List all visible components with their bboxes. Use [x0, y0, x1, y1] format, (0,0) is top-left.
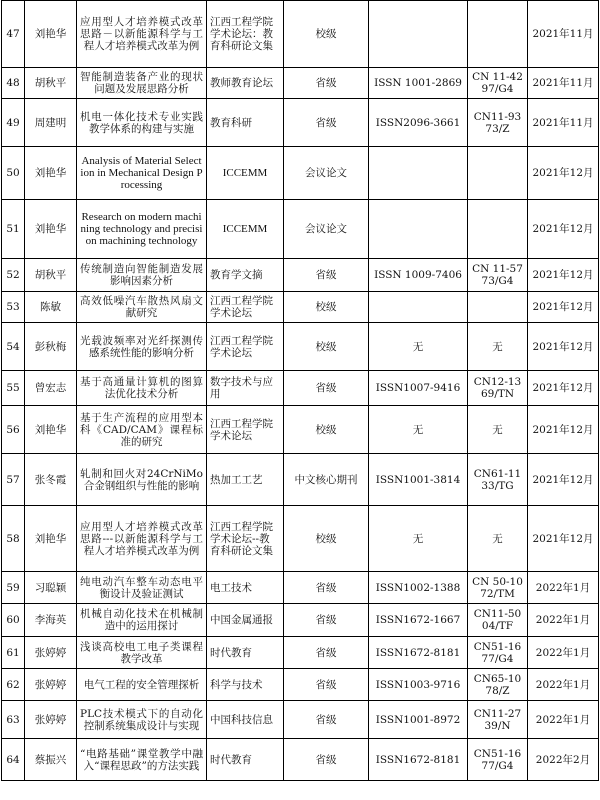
- publish-date: 2022年1月: [528, 701, 599, 739]
- publication-table: [1, 0, 599, 781]
- table-row: [2, 572, 599, 604]
- publish-date: 2021年12月: [528, 200, 599, 259]
- cn-number: CN11-5004/TF: [468, 604, 528, 637]
- author-name: 刘艳华: [25, 506, 77, 572]
- issn-number: [369, 147, 468, 200]
- paper-title: 光载波频率对光纤探测传感系统性能的影响分析: [77, 323, 207, 371]
- cn-number: CN 11-4297/G4: [468, 68, 528, 99]
- issn-number: ISSN 1009-7406: [369, 259, 468, 292]
- journal-name: ICCEMM: [207, 147, 284, 200]
- cn-number: CN61-1133/TG: [468, 454, 528, 506]
- table-row: [2, 739, 599, 781]
- issn-number: [369, 1, 468, 68]
- author-name: 刘艳华: [25, 200, 77, 259]
- journal-name: 数字技术与应用: [207, 371, 284, 406]
- paper-title: 基于高通量计算机的图算法优化技术分析: [77, 371, 207, 406]
- author-name: 刘艳华: [25, 147, 77, 200]
- journal-name: 教育学文摘: [207, 259, 284, 292]
- journal-level: 校级: [284, 323, 369, 371]
- journal-name: 科学与技术: [207, 669, 284, 701]
- author-name: 周建明: [25, 99, 77, 147]
- journal-level: 省级: [284, 637, 369, 669]
- issn-number: ISSN1007-9416: [369, 371, 468, 406]
- paper-title: 应用型人才培养模式改革思路---以新能源科学与工程人才培养模式改革为例: [77, 506, 207, 572]
- row-number: 56: [2, 406, 25, 454]
- row-number: 48: [2, 68, 25, 99]
- journal-level: 省级: [284, 701, 369, 739]
- paper-title: Research on modern machining technology and precision machining technology: [77, 200, 207, 259]
- table-row: [2, 701, 599, 739]
- author-name: 李海英: [25, 604, 77, 637]
- row-number: 49: [2, 99, 25, 147]
- table-row: [2, 200, 599, 259]
- issn-number: 无: [369, 406, 468, 454]
- issn-number: ISSN 1001-2869: [369, 68, 468, 99]
- table-row: [2, 604, 599, 637]
- paper-title: 纯电动汽车整车动态电平衡设计及验证测试: [77, 572, 207, 604]
- issn-number: ISSN1001-3814: [369, 454, 468, 506]
- publish-date: 2022年1月: [528, 572, 599, 604]
- row-number: 57: [2, 454, 25, 506]
- paper-title: 智能制造装备产业的现状问题及发展思路分析: [77, 68, 207, 99]
- issn-number: ISSN1672-1667: [369, 604, 468, 637]
- paper-title: PLC技术模式下的自动化控制系统集成设计与实现: [77, 701, 207, 739]
- journal-name: 江西工程学院学术论坛: [207, 406, 284, 454]
- issn-number: ISSN2096-3661: [369, 99, 468, 147]
- journal-level: 省级: [284, 572, 369, 604]
- table-row: [2, 259, 599, 292]
- paper-title: 机电一体化技术专业实践教学体系的构建与实施: [77, 99, 207, 147]
- row-number: 47: [2, 1, 25, 68]
- cn-number: [468, 292, 528, 323]
- cn-number: CN51-1677/G4: [468, 739, 528, 781]
- table-row: [2, 323, 599, 371]
- table-row: [2, 99, 599, 147]
- author-name: 彭秋梅: [25, 323, 77, 371]
- issn-number: ISSN1001-8972: [369, 701, 468, 739]
- journal-name: 江西工程学院学术论坛--教育科研论文集: [207, 506, 284, 572]
- cn-number: [468, 1, 528, 68]
- publish-date: 2021年12月: [528, 292, 599, 323]
- table-row: [2, 506, 599, 572]
- publish-date: 2021年11月: [528, 68, 599, 99]
- journal-level: 会议论文: [284, 200, 369, 259]
- paper-title: Analysis of Material Selection in Mechanical Design Processing: [77, 147, 207, 200]
- journal-level: 省级: [284, 739, 369, 781]
- journal-level: 省级: [284, 669, 369, 701]
- journal-level: 校级: [284, 292, 369, 323]
- table-row: [2, 406, 599, 454]
- row-number: 52: [2, 259, 25, 292]
- issn-number: ISSN1002-1388: [369, 572, 468, 604]
- journal-level: 省级: [284, 259, 369, 292]
- publish-date: 2022年1月: [528, 637, 599, 669]
- publish-date: 2022年2月: [528, 739, 599, 781]
- publish-date: 2021年12月: [528, 406, 599, 454]
- author-name: 张冬霞: [25, 454, 77, 506]
- journal-level: 省级: [284, 371, 369, 406]
- row-number: 59: [2, 572, 25, 604]
- table-row: [2, 292, 599, 323]
- row-number: 62: [2, 669, 25, 701]
- issn-number: ISSN1003-9716: [369, 669, 468, 701]
- paper-title: “电路基础”课堂教学中融入“课程思政”的方法实践: [77, 739, 207, 781]
- row-number: 55: [2, 371, 25, 406]
- cn-number: CN65-1078/Z: [468, 669, 528, 701]
- publish-date: 2021年12月: [528, 506, 599, 572]
- row-number: 50: [2, 147, 25, 200]
- table-row: [2, 669, 599, 701]
- table-row: [2, 637, 599, 669]
- publish-date: 2021年12月: [528, 259, 599, 292]
- publish-date: 2022年1月: [528, 669, 599, 701]
- row-number: 58: [2, 506, 25, 572]
- publication-list-document: [1, 0, 598, 781]
- paper-title: 应用型人才培养模式改革思路－以新能源科学与工程人才培养模式改革为例: [77, 1, 207, 68]
- journal-level: 校级: [284, 406, 369, 454]
- author-name: 曾宏志: [25, 371, 77, 406]
- journal-name: 江西工程学院学术论坛: [207, 323, 284, 371]
- row-number: 64: [2, 739, 25, 781]
- paper-title: 基于生产流程的应用型本科《CAD/CAM》课程标准的研究: [77, 406, 207, 454]
- journal-name: 教育科研: [207, 99, 284, 147]
- journal-name: 江西工程学院学术论坛: [207, 292, 284, 323]
- journal-name: 教师教育论坛: [207, 68, 284, 99]
- journal-name: 江西工程学院学术论坛：教育科研论文集: [207, 1, 284, 68]
- journal-name: 时代教育: [207, 637, 284, 669]
- paper-title: 高效低噪汽车散热风扇文献研究: [77, 292, 207, 323]
- journal-level: 会议论文: [284, 147, 369, 200]
- paper-title: 机械自动化技术在机械制造中的运用探讨: [77, 604, 207, 637]
- publish-date: 2022年1月: [528, 604, 599, 637]
- author-name: 张婷婷: [25, 669, 77, 701]
- cn-number: CN 11-5773/G4: [468, 259, 528, 292]
- journal-name: 中国科技信息: [207, 701, 284, 739]
- journal-level: 中文核心期刊: [284, 454, 369, 506]
- author-name: 胡秋平: [25, 259, 77, 292]
- cn-number: CN12-1369/TN: [468, 371, 528, 406]
- author-name: 蔡振兴: [25, 739, 77, 781]
- author-name: 刘艳华: [25, 1, 77, 68]
- paper-title: 浅谈高校电工电子类课程教学改革: [77, 637, 207, 669]
- table-row: [2, 68, 599, 99]
- row-number: 60: [2, 604, 25, 637]
- cn-number: 无: [468, 323, 528, 371]
- issn-number: ISSN1672-8181: [369, 637, 468, 669]
- cn-number: CN51-1677/G4: [468, 637, 528, 669]
- table-row: [2, 1, 599, 68]
- table-row: [2, 147, 599, 200]
- row-number: 54: [2, 323, 25, 371]
- publish-date: 2021年11月: [528, 99, 599, 147]
- cn-number: CN11-2739/N: [468, 701, 528, 739]
- author-name: 刘艳华: [25, 406, 77, 454]
- issn-number: ISSN1672-8181: [369, 739, 468, 781]
- journal-level: 校级: [284, 506, 369, 572]
- publish-date: 2021年12月: [528, 323, 599, 371]
- row-number: 51: [2, 200, 25, 259]
- cn-number: [468, 147, 528, 200]
- cn-number: 无: [468, 506, 528, 572]
- row-number: 63: [2, 701, 25, 739]
- cn-number: CN11-9373/Z: [468, 99, 528, 147]
- row-number: 53: [2, 292, 25, 323]
- publish-date: 2021年12月: [528, 371, 599, 406]
- journal-name: ICCEMM: [207, 200, 284, 259]
- publish-date: 2021年12月: [528, 454, 599, 506]
- journal-level: 省级: [284, 99, 369, 147]
- journal-name: 中国金属通报: [207, 604, 284, 637]
- table-row: [2, 371, 599, 406]
- journal-level: 省级: [284, 604, 369, 637]
- journal-level: 省级: [284, 68, 369, 99]
- journal-name: 热加工工艺: [207, 454, 284, 506]
- journal-level: 校级: [284, 1, 369, 68]
- author-name: 胡秋平: [25, 68, 77, 99]
- table-row: [2, 454, 599, 506]
- cn-number: [468, 200, 528, 259]
- journal-name: 时代教育: [207, 739, 284, 781]
- paper-title: 电气工程的安全管理探析: [77, 669, 207, 701]
- author-name: 张婷婷: [25, 701, 77, 739]
- journal-name: 电工技术: [207, 572, 284, 604]
- row-number: 61: [2, 637, 25, 669]
- author-name: 陈敏: [25, 292, 77, 323]
- author-name: 习聪颖: [25, 572, 77, 604]
- publish-date: 2021年12月: [528, 147, 599, 200]
- issn-number: 无: [369, 506, 468, 572]
- cn-number: CN 50-1072/TM: [468, 572, 528, 604]
- cn-number: 无: [468, 406, 528, 454]
- issn-number: [369, 200, 468, 259]
- issn-number: 无: [369, 323, 468, 371]
- publish-date: 2021年11月: [528, 1, 599, 68]
- paper-title: 传统制造向智能制造发展影响因素分析: [77, 259, 207, 292]
- paper-title: 轧制和回火对24CrNiMo合金钢组织与性能的影响: [77, 454, 207, 506]
- issn-number: [369, 292, 468, 323]
- author-name: 张婷婷: [25, 637, 77, 669]
